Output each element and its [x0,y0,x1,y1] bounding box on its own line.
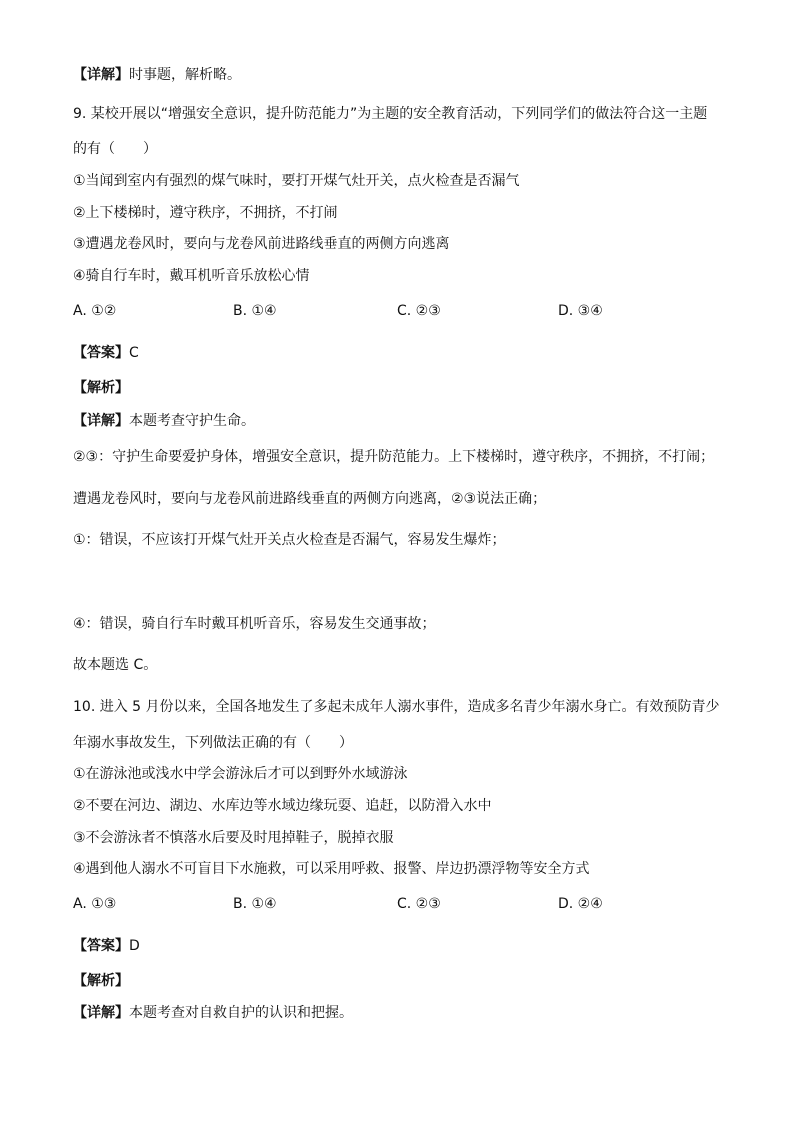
q9-analysis-tag: 【解析】 [73,380,129,396]
q10-option-a: A. ①③ [73,896,117,912]
q9-expl-4: ④：错误，骑自行车时戴耳机听音乐，容易发生交通事故； [73,616,436,632]
q9-expl-1: ②③：守护生命要爱护身体，增强安全意识，提升防范能力。上下楼梯时，遵守秩序，不拥挤，不打闹； [73,449,715,465]
q9-answer-tag: 【答案】 [73,345,129,361]
q9-item-2: ②上下楼梯时，遵守秩序，不拥挤，不打闹 [73,205,338,221]
q9-stem-line1: 9. 某校开展以“增强安全意识，提升防范能力”为主题的安全教育活动，下列同学们的做法符合这一主题 [73,106,708,122]
q9-option-d: D. ③④ [558,303,603,319]
q10-item-4: ④遇到他人溺水不可盲目下水施救，可以采用呼救、报警、岸边扔漂浮物等安全方式 [73,861,590,877]
q10-detail-text: 本题考查对自救自护的认识和把握。 [129,1005,353,1021]
q9-expl-2: 遭遇龙卷风时，要向与龙卷风前进路线垂直的两侧方向逃离，②③说法正确； [73,491,547,507]
q9-answer-value: C [129,345,139,361]
detail-tag: 【详解】 [73,67,129,83]
detail-line-prev [73,66,241,84]
q10-answer-tag: 【答案】 [73,938,129,954]
q9-answer-line [73,344,139,362]
q10-option-c: C. ②③ [397,896,441,912]
q10-option-b: B. ①④ [233,896,277,912]
q10-item-1: ①在游泳池或浅水中学会游泳后才可以到野外水域游泳 [73,766,408,782]
q10-analysis-tag: 【解析】 [73,973,129,989]
q10-stem-line1: 10. 进入 5 月份以来，全国各地发生了多起未成年人溺水事件，造成多名青少年溺水身亡。有效预防青少 [73,699,720,715]
q10-answer-line [73,937,140,955]
q10-item-2: ②不要在河边、湖边、水库边等水域边缘玩耍、追赶，以防滑入水中 [73,798,492,814]
q10-answer-value: D [129,938,140,954]
q9-detail-text: 本题考查守护生命。 [129,413,255,429]
q9-expl-3: ①：错误，不应该打开煤气灶开关点火检查是否漏气，容易发生爆炸； [73,532,506,548]
q10-detail-line [73,1004,353,1022]
q9-item-1: ①当闻到室内有强烈的煤气味时，要打开煤气灶开关，点火检查是否漏气 [73,173,520,189]
q10-stem-line2: 年溺水事故发生，下列做法正确的有（ ） [73,735,353,751]
q9-item-4: ④骑自行车时，戴耳机听音乐放松心情 [73,268,310,284]
q9-option-b: B. ①④ [233,303,277,319]
detail-text: 时事题，解析略。 [129,67,241,83]
q10-item-3: ③不会游泳者不慎落水后要及时甩掉鞋子，脱掉衣服 [73,830,394,846]
q9-expl-5: 故本题选 C。 [73,657,158,673]
q9-item-3: ③遭遇龙卷风时，要向与龙卷风前进路线垂直的两侧方向逃离 [73,236,450,252]
q10-detail-tag: 【详解】 [73,1005,129,1021]
q9-stem-line2: 的有（ ） [73,141,157,157]
q9-detail-line [73,412,255,430]
q9-option-c: C. ②③ [397,303,441,319]
q9-detail-tag: 【详解】 [73,413,129,429]
q10-option-d: D. ②④ [558,896,603,912]
q9-option-a: A. ①② [73,303,117,319]
